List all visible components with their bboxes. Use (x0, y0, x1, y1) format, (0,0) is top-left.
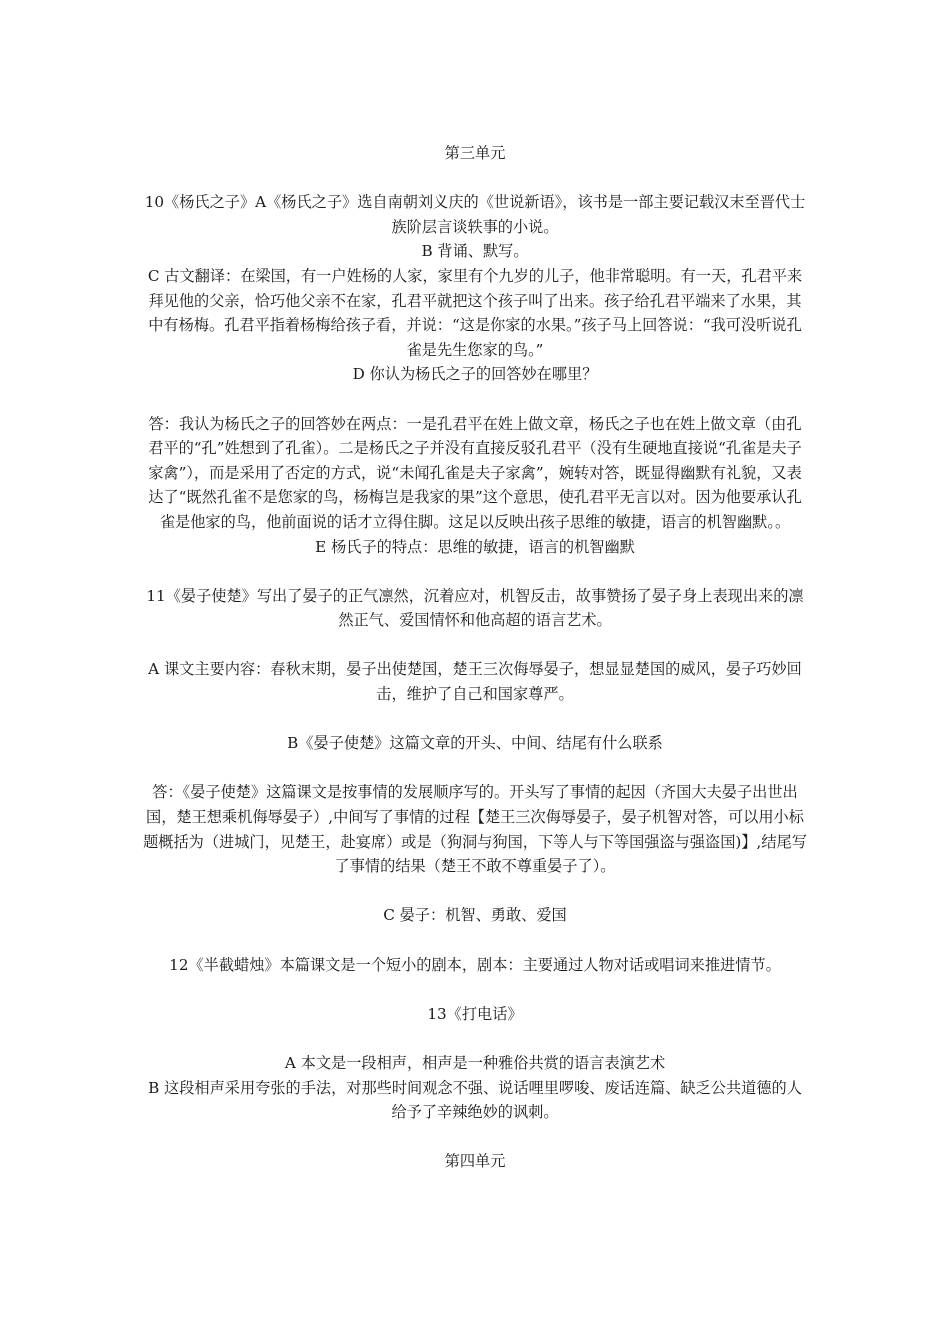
lesson-10-question-d: D 你认为杨氏之子的回答妙在哪里？ (352, 365, 598, 384)
spacer (143, 928, 807, 953)
spacer (143, 166, 807, 191)
lesson-10-translation: C 古文翻译：在梁国，有一户姓杨的人家，家里有个九岁的儿子，他非常聪明。有一天，孔君平来拜见他的父亲，恰巧他父亲不在家，孔君平就把这个孩子叫了出来。孩子给孔君平端来了水果，其中有杨梅。孔君平指着杨梅给孩子看，并说：“这是你家的水果。”孩子马上回答说：“我可没听说孔雀是先生您家的鸟。” (147, 266, 803, 359)
spacer (143, 879, 807, 904)
document-page (143, 141, 807, 1174)
spacer (143, 1125, 807, 1150)
lesson-11-intro: 11《晏子使楚》写出了晏子的正气凛然，沉着应对，机智反击，故事赞扬了晏子身上表现出来的凛然正气、爱国情怀和他高超的语言艺术。 (146, 586, 804, 630)
spacer (143, 977, 807, 1002)
spacer (143, 633, 807, 658)
spacer (143, 1026, 807, 1051)
spacer (143, 387, 807, 412)
spacer (143, 559, 807, 584)
unit-4-heading: 第四单元 (444, 1152, 506, 1171)
lesson-10-point-e: E 杨氏子的特点：思维的敏捷，语言的机智幽默 (315, 537, 635, 556)
unit-3-heading: 第三单元 (444, 144, 506, 162)
lesson-10-answer: 答：我认为杨氏之子的回答妙在两点：一是孔君平在姓上做文章，杨氏之子也在姓上做文章（由孔君平的“孔”姓想到了孔雀）。二是杨氏之子并没有直接反驳孔君平（没有生硬地直接说“孔雀是夫子家禽”），而是采用了否定的方式，说“未闻孔雀是夫子家禽”，婉转对答，既显得幽默有礼貌，又表达了“既然孔雀不是您家的鸟，杨梅岂是我家的果”这个意思，使孔君平无言以对。因为他要承认孔雀是他家的鸟，他前面说的话才立得住脚。这足以反映出孩子思维的敏捷，语言的机智幽默。。 (148, 414, 802, 531)
lesson-13-point-b: B 这段相声采用夸张的手法，对那些时间观念不强、说话哩里啰唆、废话连篇、缺乏公共道德的人给予了辛辣绝妙的讽刺。 (148, 1078, 802, 1122)
lesson-13-title: 13《打电话》 (427, 1004, 523, 1023)
lesson-11-question-b: B《晏子使楚》这篇文章的开头、中间、结尾有什么联系 (287, 734, 663, 753)
spacer (143, 756, 807, 781)
spacer (143, 707, 807, 732)
lesson-12: 12《半截蜡烛》本篇课文是一个短小的剧本，剧本：主要通过人物对话或唱词来推进情节。 (169, 955, 781, 974)
lesson-13-point-a: A 本文是一段相声，相声是一种雅俗共赏的语言表演艺术 (284, 1053, 666, 1072)
lesson-11-point-c: C 晏子：机智、勇敢、爱国 (383, 906, 567, 925)
lesson-11-answer: 答：《晏子使楚》这篇课文是按事情的发展顺序写的。开头写了事情的起因（齐国大夫晏子出世出国，楚王想乘机侮辱晏子）,中间写了事情的过程【楚王三次侮辱晏子，晏子机智对答，可以用小标题概括为（进城门，见楚王，赴宴席）或是（狗洞与狗国，下等人与下等国强盗与强盗国)】,结尾写了事情的结果（楚王不敢不尊重晏子了）。 (143, 783, 807, 876)
lesson-10-point-b: B 背诵、默写。 (421, 242, 529, 261)
lesson-11-point-a: A 课文主要内容：春秋末期，晏子出使楚国，楚王三次侮辱晏子，想显显楚国的威风，晏子巧妙回击，维护了自己和国家尊严。 (148, 660, 802, 704)
lesson-10-intro: 10《杨氏之子》A《杨氏之子》选自南朝刘义庆的《世说新语》，该书是一部主要记载汉末至晋代士族阶层言谈轶事的小说。 (144, 193, 806, 236)
